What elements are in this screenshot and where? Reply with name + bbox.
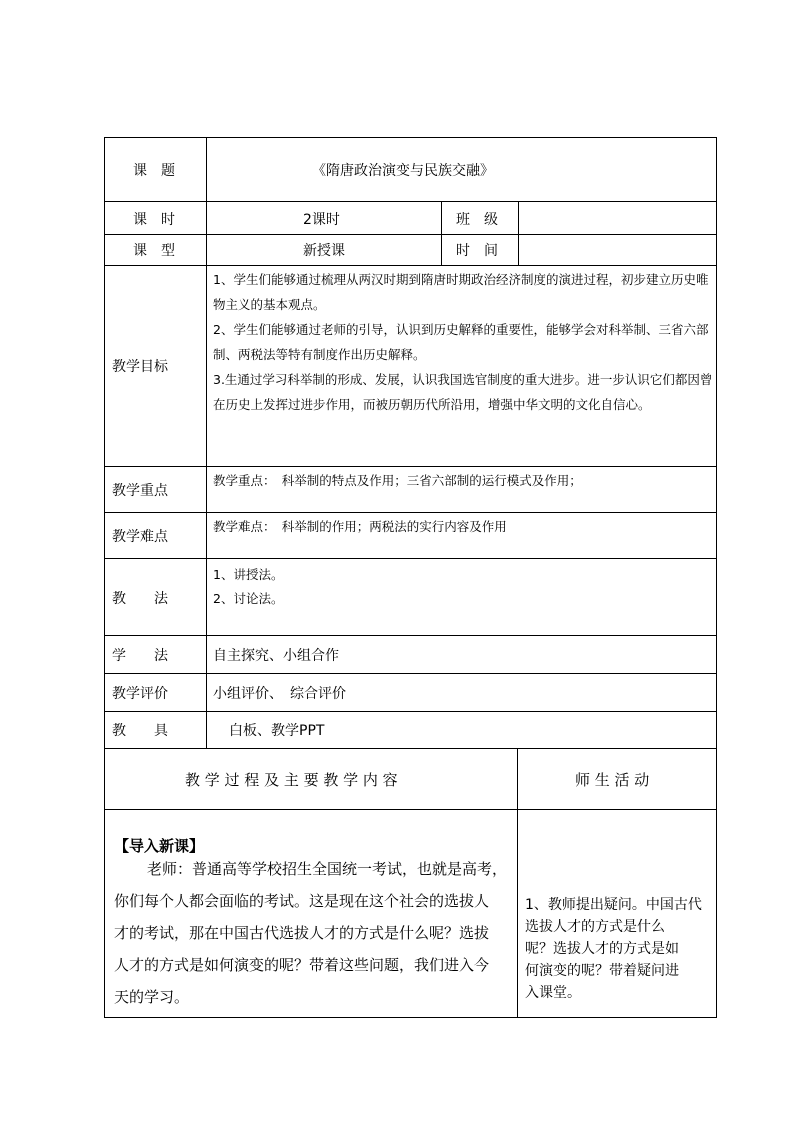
intro-line: 才的考试，那在中国古代选拔人才的方式是什么呢？选拔	[114, 924, 490, 942]
row-divider	[105, 809, 717, 810]
lesson-title-label: 课 题	[133, 163, 175, 179]
column-divider	[441, 201, 442, 265]
difficult-points-label: 教学难点	[112, 529, 168, 545]
goals-list	[213, 267, 713, 417]
column-divider	[517, 748, 518, 1018]
activity-line: 入课堂。	[525, 985, 581, 1001]
time-label: 时 间	[456, 243, 498, 259]
goal-item: 2、学生们能够通过老师的引导，认识到历史解释的重要性，能够学会对科举制、三省六部制、两税法等特有制度作出历史解释。	[213, 322, 709, 362]
activity-line: 呢？选拔人才的方式是如	[525, 941, 679, 957]
activity-line: 1、教师提出疑问。中国古代	[525, 897, 702, 913]
goal-item: 3.生通过学习科举制的形成、发展，认识我国选官制度的重大进步。进一步认识它们都因曾在历史上发挥过进步作用，而被历朝历代所沿用，增强中华文明的文化自信心。	[213, 372, 713, 412]
row-divider	[105, 466, 717, 467]
teaching-tools-label: 教 具	[112, 723, 168, 739]
activity-line: 何演变的呢？带着疑问进	[525, 963, 679, 979]
key-points-label: 教学重点	[112, 483, 168, 499]
intro-line: 老师：普通高等学校招生全国统一考试，也就是高考，	[147, 860, 508, 878]
learning-methods-label: 学 法	[112, 648, 168, 664]
hours-label: 课 时	[133, 212, 175, 228]
row-divider	[105, 201, 717, 202]
row-divider	[105, 748, 717, 749]
column-divider	[518, 201, 519, 265]
key-points-value: 教学重点： 科举制的特点及作用；三省六部制的运行模式及作用；	[213, 473, 582, 488]
row-divider	[105, 673, 717, 674]
process-header: 教 学 过 程 及 主 要 教 学 内 容	[185, 771, 398, 789]
activity-header: 师 生 活 动	[575, 771, 650, 789]
lesson-plan-table	[104, 137, 717, 1018]
goals-label: 教学目标	[112, 359, 168, 375]
hours-value: 2课时	[303, 212, 340, 228]
method-item: 1、讲授法。	[213, 567, 284, 582]
intro-heading: 【导入新课】	[114, 837, 205, 855]
goal-item: 1、学生们能够通过梳理从两汉时期到隋唐时期政治经济制度的演进过程，初步建立历史唯物主义的基本观点。	[213, 272, 709, 312]
row-divider	[105, 558, 717, 559]
type-value: 新授课	[303, 243, 345, 259]
teaching-methods-label: 教 法	[112, 591, 168, 607]
column-divider	[206, 138, 207, 748]
method-item: 2、讨论法。	[213, 591, 284, 606]
difficult-points-value: 教学难点： 科举制的作用；两税法的实行内容及作用	[213, 519, 507, 534]
activity-line: 选拔人才的方式是什么	[525, 919, 665, 935]
intro-line: 天的学习。	[114, 988, 190, 1006]
class-label: 班 级	[456, 212, 498, 228]
row-divider	[105, 234, 717, 235]
teaching-tools-value: 白板、教学PPT	[229, 723, 325, 739]
row-divider	[105, 635, 717, 636]
row-divider	[105, 711, 717, 712]
lesson-title: 《隋唐政治演变与民族交融》	[312, 163, 494, 179]
type-label: 课 型	[133, 243, 175, 259]
row-divider	[105, 512, 717, 513]
row-divider	[105, 265, 717, 266]
learning-methods-value: 自主探究、小组合作	[213, 648, 339, 664]
evaluation-label: 教学评价	[112, 686, 168, 702]
evaluation-value: 小组评价、 综合评价	[213, 686, 346, 702]
intro-line: 你们每个人都会面临的考试。这是现在这个社会的选拔人	[114, 892, 490, 910]
intro-line: 人才的方式是如何演变的呢？带着这些问题，我们进入今	[114, 956, 490, 974]
